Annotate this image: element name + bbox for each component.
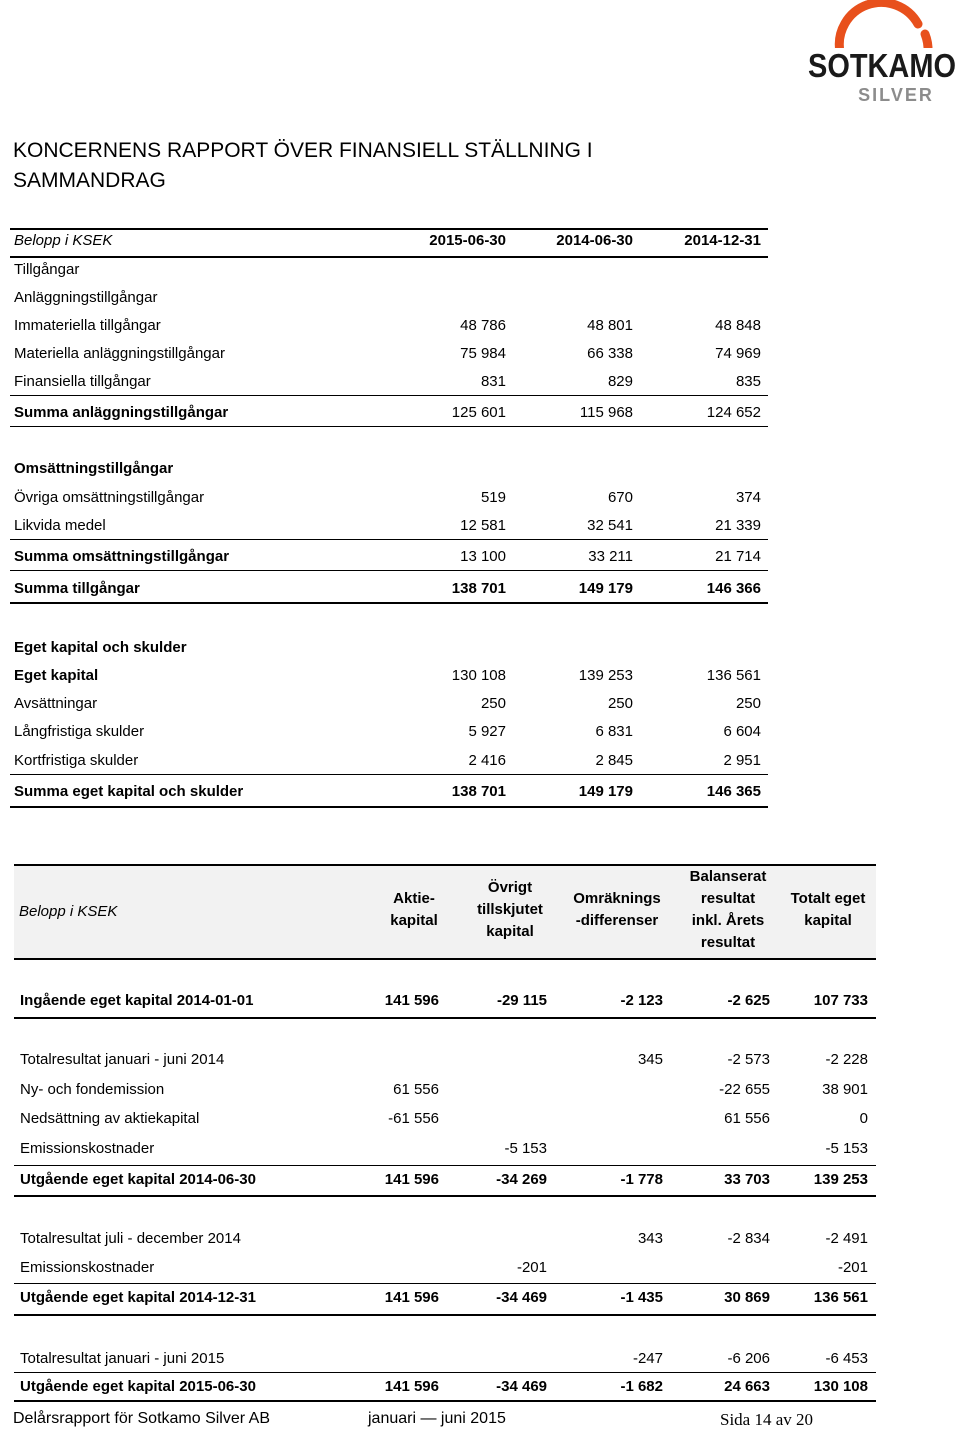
row-label: Emissionskostnader: [20, 1259, 155, 1276]
cell-value: -201: [516, 1259, 547, 1276]
table-row: [10, 781, 768, 803]
table-header: [10, 230, 768, 252]
cell-value: 141 596: [384, 1171, 439, 1188]
cell-value: 2 416: [468, 752, 506, 769]
row-label: Eget kapital och skulder: [14, 639, 187, 656]
row-label: Nedsättning av aktiekapital: [20, 1110, 200, 1127]
header-ovrigt-tillskjutet: [460, 877, 560, 943]
table-row: [14, 1169, 876, 1191]
section-rule: [14, 1195, 876, 1197]
cell-value: 21 339: [715, 517, 761, 534]
header-line: -differenser: [575, 912, 659, 929]
cell-value: 124 652: [706, 404, 761, 421]
subtotal-rule: [10, 426, 768, 427]
table-row: [14, 1049, 876, 1071]
header-line: kapital: [390, 912, 438, 929]
total-rule: [14, 1400, 876, 1402]
cell-value: 74 969: [715, 345, 761, 362]
row-label: Utgående eget kapital 2014-12-31: [20, 1289, 256, 1306]
footer-report-name: Delårsrapport för Sotkamo Silver AB: [13, 1410, 270, 1427]
cell-value: -61 556: [388, 1110, 439, 1127]
cell-value: -201: [837, 1259, 868, 1276]
row-label: Finansiella tillgångar: [14, 373, 151, 390]
cell-value: 831: [480, 373, 506, 390]
header-totalt-eget-kapital: [780, 888, 876, 932]
table-row: [10, 693, 768, 715]
header-col-3: 2014-12-31: [684, 232, 761, 249]
row-label: Övriga omsättningstillgångar: [14, 489, 205, 506]
section-rule: [14, 1314, 876, 1316]
cell-value: -34 269: [496, 1171, 547, 1188]
cell-value: 345: [637, 1051, 663, 1068]
cell-value: -34 469: [496, 1289, 547, 1306]
row-label: Utgående eget kapital 2014-06-30: [20, 1171, 256, 1188]
table-row: [14, 1108, 876, 1130]
header-line: kapital: [804, 912, 852, 929]
cell-value: -2 573: [727, 1051, 770, 1068]
header-rule: [14, 958, 876, 960]
cell-value: 13 100: [460, 548, 506, 565]
table-row: [10, 287, 768, 309]
row-label: Ingående eget kapital 2014-01-01: [20, 992, 254, 1009]
row-label: Summa omsättningstillgångar: [14, 548, 230, 565]
header-line: inkl. Årets: [691, 912, 765, 929]
total-rule: [10, 806, 768, 808]
table-row: [14, 990, 876, 1012]
table-row: [10, 315, 768, 337]
row-label: Ny- och fondemission: [20, 1081, 165, 1098]
header-line: tillskjutet: [477, 901, 543, 918]
row-label: Summa anläggningstillgångar: [14, 404, 229, 421]
cell-value: 33 211: [588, 548, 633, 565]
cell-value: 21 714: [715, 548, 761, 565]
header-balanserat-resultat: [678, 866, 778, 954]
cell-value: -2 625: [727, 992, 770, 1009]
subtotal-rule: [14, 1165, 876, 1166]
cell-value: -1 435: [620, 1289, 663, 1306]
footer-page-number: Sida 14 av 20: [720, 1410, 814, 1429]
cell-value: 835: [735, 373, 761, 390]
cell-value: -1 778: [620, 1171, 663, 1188]
table-row: [10, 402, 768, 424]
header-line: kapital: [486, 923, 534, 940]
row-label: Totalresultat juli - december 2014: [20, 1230, 241, 1247]
header-line: Övrigt: [487, 879, 533, 896]
table-row: [10, 487, 768, 509]
cell-value: 130 108: [451, 667, 506, 684]
cell-value: 670: [607, 489, 633, 506]
cell-value: 61 556: [724, 1110, 770, 1127]
cell-value: -2 123: [620, 992, 663, 1009]
subtotal-rule: [14, 1283, 876, 1284]
table-row: [10, 515, 768, 537]
cell-value: 2 951: [723, 752, 761, 769]
cell-value: 32 541: [587, 517, 633, 534]
row-label: Långfristiga skulder: [14, 723, 145, 740]
cell-value: 139 253: [813, 1171, 868, 1188]
header-line: Omräknings: [573, 890, 661, 907]
cell-value: 138 701: [451, 783, 506, 800]
cell-value: -6 453: [825, 1350, 868, 1367]
cell-value: 343: [637, 1230, 663, 1247]
page-title: [13, 136, 733, 196]
title-line-2: SAMMANDRAG: [13, 169, 166, 192]
cell-value: 6 831: [595, 723, 633, 740]
table-row: [10, 458, 768, 480]
subtotal-rule: [10, 539, 768, 540]
header-line: Balanserat: [689, 868, 767, 885]
cell-value: 250: [480, 695, 506, 712]
cell-value: 829: [607, 373, 633, 390]
table-row: [10, 343, 768, 365]
row-label: Materiella anläggningstillgångar: [14, 345, 225, 362]
table-row: [14, 1228, 876, 1250]
cell-value: 250: [607, 695, 633, 712]
cell-value: 107 733: [813, 992, 868, 1009]
title-line-1: KONCERNENS RAPPORT ÖVER FINANSIELL STÄLLNING I: [13, 139, 593, 162]
cell-value: -22 655: [719, 1081, 770, 1098]
cell-value: -34 469: [496, 1378, 547, 1395]
cell-value: 139 253: [578, 667, 633, 684]
header-col-2: 2014-06-30: [556, 232, 633, 249]
sotkamo-silver-logo: [800, 0, 960, 112]
cell-value: -2 228: [825, 1051, 868, 1068]
row-label: Omsättningstillgångar: [14, 460, 174, 477]
table-row: [10, 637, 768, 659]
cell-value: 149 179: [578, 580, 633, 597]
cell-value: 5 927: [468, 723, 506, 740]
table-row: [10, 665, 768, 687]
section-rule: [14, 1017, 876, 1019]
table-row: [10, 750, 768, 772]
subtotal-rule: [10, 774, 768, 775]
cell-value: 149 179: [578, 783, 633, 800]
header-line: Totalt eget: [790, 890, 866, 907]
row-label: Utgående eget kapital 2015-06-30: [20, 1378, 256, 1395]
header-omrakningsdifferenser: [562, 888, 672, 932]
cell-value: 250: [735, 695, 761, 712]
cell-value: 141 596: [384, 992, 439, 1009]
cell-value: 48 848: [715, 317, 761, 334]
cell-value: 130 108: [813, 1378, 868, 1395]
header-aktiekapital: [374, 888, 454, 932]
table-row: [14, 1287, 876, 1309]
cell-value: 0: [859, 1110, 868, 1127]
row-label: Summa tillgångar: [14, 580, 140, 597]
table-row: [14, 1079, 876, 1101]
cell-value: 136 561: [813, 1289, 868, 1306]
cell-value: -5 153: [825, 1140, 868, 1157]
row-label: Summa eget kapital och skulder: [14, 783, 244, 800]
row-label: Kortfristiga skulder: [14, 752, 139, 769]
cell-value: -2 834: [727, 1230, 770, 1247]
header-label: Belopp i KSEK: [19, 903, 118, 920]
cell-value: 6 604: [723, 723, 761, 740]
row-label: Emissionskostnader: [20, 1140, 155, 1157]
cell-value: 24 663: [724, 1378, 770, 1395]
table-row: [10, 578, 768, 600]
cell-value: 33 703: [724, 1171, 770, 1188]
table-row: [10, 546, 768, 568]
cell-value: 48 786: [460, 317, 506, 334]
subtotal-rule: [10, 570, 768, 571]
cell-value: 136 561: [706, 667, 761, 684]
cell-value: 141 596: [384, 1289, 439, 1306]
table-row: [10, 721, 768, 743]
row-label: Avsättningar: [14, 695, 98, 712]
row-label: Immateriella tillgångar: [14, 317, 161, 334]
cell-value: 61 556: [393, 1081, 439, 1098]
cell-value: 125 601: [451, 404, 506, 421]
row-label: Likvida medel: [14, 517, 106, 534]
cell-value: -29 115: [496, 992, 547, 1009]
cell-value: 2 845: [595, 752, 633, 769]
cell-value: 141 596: [384, 1378, 439, 1395]
header-line: Aktie-: [393, 890, 435, 907]
cell-value: 115 968: [579, 404, 633, 421]
cell-value: 519: [480, 489, 506, 506]
cell-value: 66 338: [587, 345, 633, 362]
header-col-1: 2015-06-30: [429, 232, 506, 249]
cell-value: 146 366: [706, 580, 761, 597]
cell-value: -1 682: [620, 1378, 663, 1395]
header-rule: [10, 256, 768, 258]
row-label: Totalresultat januari - juni 2015: [20, 1350, 225, 1367]
table-row: [14, 1257, 876, 1279]
footer-period: januari — juni 2015: [368, 1410, 506, 1427]
header-line: resultat: [700, 934, 756, 951]
cell-value: -2 491: [825, 1230, 868, 1247]
table-row: [14, 1348, 876, 1370]
table-row: [10, 259, 768, 281]
header-label: Belopp i KSEK: [14, 232, 113, 249]
row-label: Eget kapital: [14, 667, 99, 684]
svg-text:SILVER: SILVER: [858, 85, 934, 105]
subtotal-rule: [10, 395, 768, 396]
cell-value: -5 153: [504, 1140, 547, 1157]
subtotal-rule: [14, 1372, 876, 1373]
cell-value: 75 984: [460, 345, 506, 362]
table-row: [10, 371, 768, 393]
cell-value: 374: [735, 489, 761, 506]
row-label: Anläggningstillgångar: [14, 289, 158, 306]
cell-value: 30 869: [724, 1289, 770, 1306]
svg-text:SOTKAMO: SOTKAMO: [808, 47, 956, 84]
cell-value: 12 581: [460, 517, 506, 534]
cell-value: 146 365: [706, 783, 761, 800]
total-rule: [10, 602, 768, 604]
cell-value: -247: [632, 1350, 663, 1367]
cell-value: -6 206: [727, 1350, 770, 1367]
cell-value: 138 701: [451, 580, 506, 597]
row-label: Totalresultat januari - juni 2014: [20, 1051, 225, 1068]
row-label: Tillgångar: [14, 261, 80, 278]
cell-value: 48 801: [587, 317, 633, 334]
cell-value: 38 901: [822, 1081, 868, 1098]
table-row: [14, 1138, 876, 1160]
header-line: resultat: [700, 890, 756, 907]
table-row: [14, 1376, 876, 1398]
